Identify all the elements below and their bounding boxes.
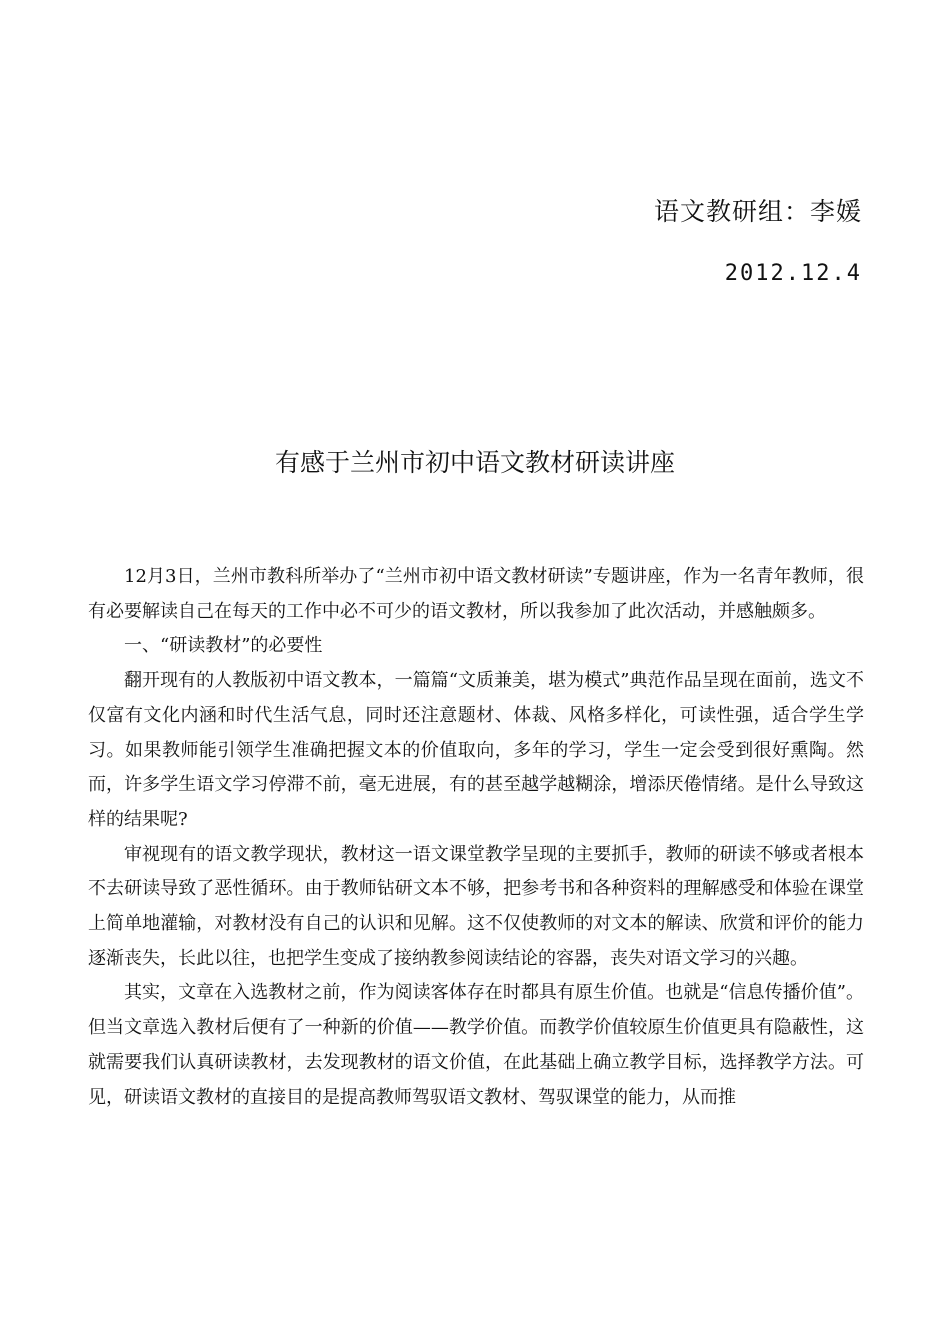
paragraph: 审视现有的语文教学现状，教材这一语文课堂教学呈现的主要抓手，教师的研读不够或者根本不去研读导致了恶性循环。由于教师钻研文本不够，把参考书和各种资料的理解感受和体验在课堂上简单地灌输，对教材没有自己的认识和见解。这不仅使教师的对文本的解读、欣赏和评价的能力逐渐丧失，长此以往，也把学生变成了接纳教参阅读结论的容器，丧失对语文学习的兴趣。 — [88, 843, 864, 969]
paragraph: 翻开现有的人教版初中语文教本，一篇篇“文质兼美，堪为模式”典范作品呈现在面前，选文不仅富有文化内涵和时代生活气息，同时还注意题材、体裁、风格多样化，可读性强，适合学生学习。如果教师能引领学生准确把握文本的价值取向，多年的学习，学生一定会受到很好熏陶。然而，许多学生语文学习停滞不前，毫无进展，有的甚至越学越糊涂，增添厌倦情绪。是什么导致这样的结果呢? — [88, 670, 864, 830]
author-line: 语文教研组：李媛 — [653, 197, 862, 226]
paragraph: 其实，文章在入选教材之前，作为阅读客体存在时都具有原生价值。也就是“信息传播价值”。但当文章选入教材后便有了一种新的价值——教学价值。而教学价值较原生价值更具有隐蔽性，这就需要我们认真研读教材，去发现教材的语文价值，在此基础上确立教学目标，选择教学方法。可见，研读语文教材的直接目的是提高教师驾驭语文教材、驾驭课堂的能力，从而推 — [88, 982, 864, 1108]
paragraph-intro: 12月3日，兰州市教科所举办了“兰州市初中语文教材研读”专题讲座，作为一名青年教师，很有必要解读自己在每天的工作中必不可少的语文教材，所以我参加了此次活动，并感触颇多。 — [88, 566, 864, 622]
body-text — [88, 560, 864, 1115]
date-line: 2012.12.4 — [724, 261, 862, 286]
document-title: 有感于兰州市初中语文教材研读讲座 — [274, 448, 675, 477]
section-heading: 一、“研读教材”的必要性 — [124, 635, 323, 657]
